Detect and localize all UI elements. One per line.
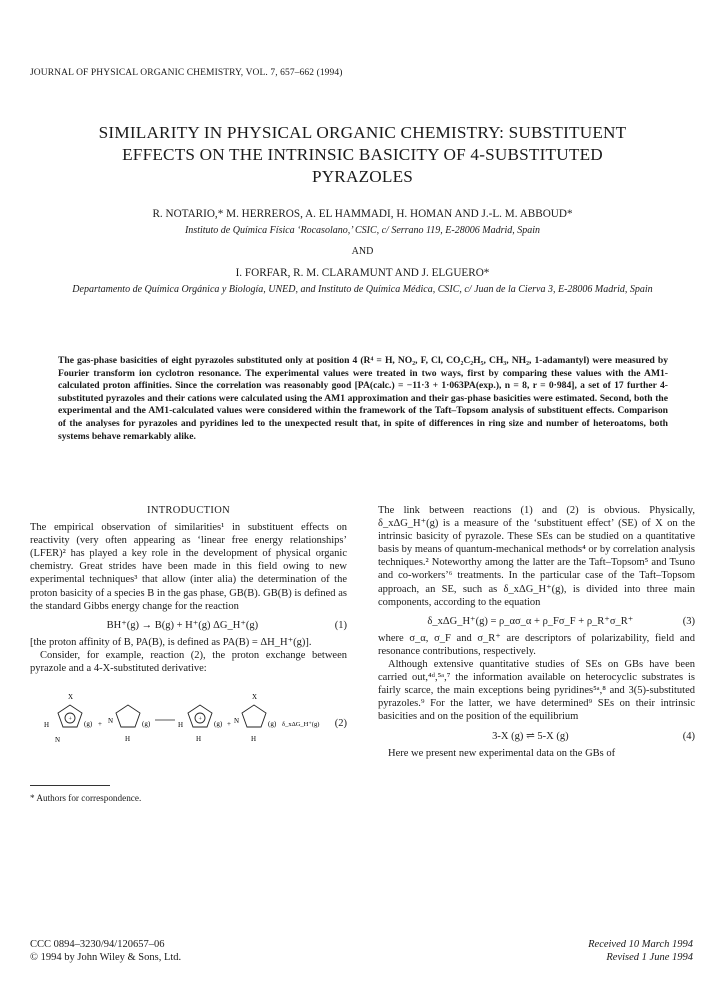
footnote-correspondence: * Authors for correspondence. xyxy=(30,793,142,804)
scheme-x-1: X xyxy=(68,693,74,702)
scheme-h-4: H xyxy=(251,735,257,744)
equation-3 xyxy=(378,615,695,628)
scheme-n-1: N xyxy=(55,736,61,745)
equation-3-expression: δ_xΔG_H⁺(g) = ρ_ασ_α + ρ_Fσ_F + ρ_R⁺σ_R⁺ xyxy=(427,615,634,627)
equation-2-number: (2) xyxy=(334,718,347,730)
equation-4 xyxy=(378,730,695,743)
abstract: The gas-phase basicities of eight pyrazoles substituted only at position 4 (R⁴ = H, NO₂, F, Cl, CO₂C₂H₅, CH₃, NH₂, 1-adamantyl) were measured by Fourier transform ion cyclotron resonance. The experimental values were treated in two ways, first by comparing these values with the AM1-calculated proton affinities. Since the correlation was reasonably good [PA(calc.) = −11·3 + 1·063PA(exp.), n = 8, r = 0·984], a set of 17 further 4-substituted pyrazoles and their cations were calculated using the AM1 approximation and their gas-phase basicities were estimated. Second, both the experimental and the AM1-calculated values were considered within the framework of the Taft–Topsom analysis of substituent effects. Comparison of the analyses for pyrazoles and pyridines led to the unexpected result that, in spite of differences in ring size and number of heteroatoms, both systems behave remarkably alike. xyxy=(58,355,668,442)
scheme-x-4: X xyxy=(252,693,258,702)
and-separator: AND xyxy=(351,246,374,257)
intro-paragraph-1: The empirical observation of similarities¹ in substituent effects on reactivity (very often appearing as ‘linear free energy relationships’ (LFER)² has played a key role in the development of physical organic chemistry. Great strides have been made in this field owing to new experimental techniques³ that allow (inter alia) the determination of the proton basicity of a species B in the gas phase, GB(B). GB(B) is defined as the standard Gibbs energy change for the reaction xyxy=(30,522,347,612)
plus-charge-1: + xyxy=(68,716,72,723)
ccc-code: CCC 0894–3230/94/120657–06 xyxy=(30,939,165,950)
copyright-block xyxy=(30,938,181,964)
journal-header: JOURNAL OF PHYSICAL ORGANIC CHEMISTRY, VOL. 7, 657–662 (1994) xyxy=(30,68,343,78)
affiliation-2: Departamento de Química Orgánica y Biología, UNED, and Instituto de Química Médica, CSIC, c/ Juan de la Cierva 3, E-28006 Madrid, Spain xyxy=(72,284,653,295)
pyrazole-ring-4 xyxy=(242,705,266,727)
title-line-2: EFFECTS ON THE INTRINSIC BASICITY OF 4-SUBSTITUTED xyxy=(122,145,603,164)
plus-charge-3: + xyxy=(198,716,202,723)
left-column xyxy=(30,504,347,805)
scheme-g-3: (g) xyxy=(214,720,223,729)
scheme-plus-1: + xyxy=(98,720,102,729)
reaction-scheme-2 xyxy=(30,679,347,771)
scheme-h-3b: H xyxy=(196,735,202,744)
scheme-g-2: (g) xyxy=(142,720,151,729)
received-date: Received 10 March 1994 xyxy=(588,939,693,950)
scheme-g-1: (g) xyxy=(84,720,93,729)
equation-1-expression: BH⁺(g) → B(g) + H⁺(g) ΔG_H⁺(g) xyxy=(106,619,259,631)
title-line-3: PYRAZOLES xyxy=(311,167,414,186)
affiliation-1: Instituto de Química Física ‘Rocasolano,’ CSIC, c/ Serrano 119, E-28006 Madrid, Spain xyxy=(184,225,541,236)
section-heading-introduction: INTRODUCTION xyxy=(147,505,230,516)
paper-title xyxy=(40,122,685,188)
title-line-1: SIMILARITY IN PHYSICAL ORGANIC CHEMISTRY: SUBSTITUENT xyxy=(98,123,627,142)
pyrazole-scheme-drawing xyxy=(30,679,320,771)
revised-date: Revised 1 June 1994 xyxy=(606,952,693,963)
scheme-delta-label: δ_xΔG_H⁺(g) xyxy=(282,721,320,729)
author-list-2: I. FORFAR, R. M. CLARAMUNT AND J. ELGUERO* xyxy=(235,267,490,279)
right-paragraph-2: where σ_α, σ_F and σ_R⁺ are descriptors of polarizability, field and resonance contributions, respectively. xyxy=(378,632,695,657)
received-dates xyxy=(588,938,693,964)
right-column xyxy=(378,504,695,760)
author-list-1: R. NOTARIO,* M. HERREROS, A. EL HAMMADI, H. HOMAN AND J.-L. M. ABBOUD* xyxy=(152,208,573,220)
copyright-line: © 1994 by John Wiley & Sons, Ltd. xyxy=(30,952,182,963)
equation-4-expression: 3-X (g) ⇌ 5-X (g) xyxy=(492,730,569,742)
scheme-h-1: H xyxy=(44,721,50,730)
right-paragraph-3: Although extensive quantitative studies of SEs on GBs have been carried out,⁴ᵈ,⁵ᵃ,⁷ the information available on heterocyclic substrates is fairly scarce, the main exceptions being pyridines⁵ᵃ,⁸ and 3(5)-substituted pyrazoles.⁹ For the latter, we have determined⁹ SEs on their intrinsic basicities and on the position of the equilibrium xyxy=(378,659,695,723)
right-paragraph-4: Here we present new experimental data on the GBs of xyxy=(388,747,616,759)
intro-paragraph-3: Consider, for example, reaction (2), the proton exchange between pyrazole and a 4-X-substituted derivative: xyxy=(30,649,347,675)
equation-1-number: (1) xyxy=(334,619,347,631)
scheme-g-4: (g) xyxy=(268,720,277,729)
scheme-h-3: H xyxy=(178,721,184,730)
scheme-n-4: N xyxy=(234,717,240,726)
footnote-divider xyxy=(30,785,110,786)
equation-3-number: (3) xyxy=(682,615,695,627)
scheme-h-2: H xyxy=(125,735,131,744)
scheme-n-2: N xyxy=(108,717,114,726)
intro-paragraph-2: [the proton affinity of B, PA(B), is defined as PA(B) = ΔH_H⁺(g)]. xyxy=(30,636,312,648)
scheme-plus-3: + xyxy=(227,720,231,729)
pyrazole-ring-2 xyxy=(116,705,140,727)
equation-4-number: (4) xyxy=(682,730,695,742)
equation-1 xyxy=(30,619,347,632)
right-paragraph-1: The link between reactions (1) and (2) is obvious. Physically, δ_xΔG_H⁺(g) is a measure of the ‘substituent effect’ (SE) of X on the intrinsic basicity of pyrazole. These SEs can be studied on a quantitative basis by means of quantum-mechanical methods⁴ or by correlation analysis techniques.² Noteworthy among the latter are the Taft–Topsom⁵ and Tsuno and co-workers’⁶ treatments. In the particular case of the Taft–Topsom approach, an SE, such as δ_xΔG_H⁺(g), is divided into three main components, according to the equation xyxy=(378,505,695,608)
